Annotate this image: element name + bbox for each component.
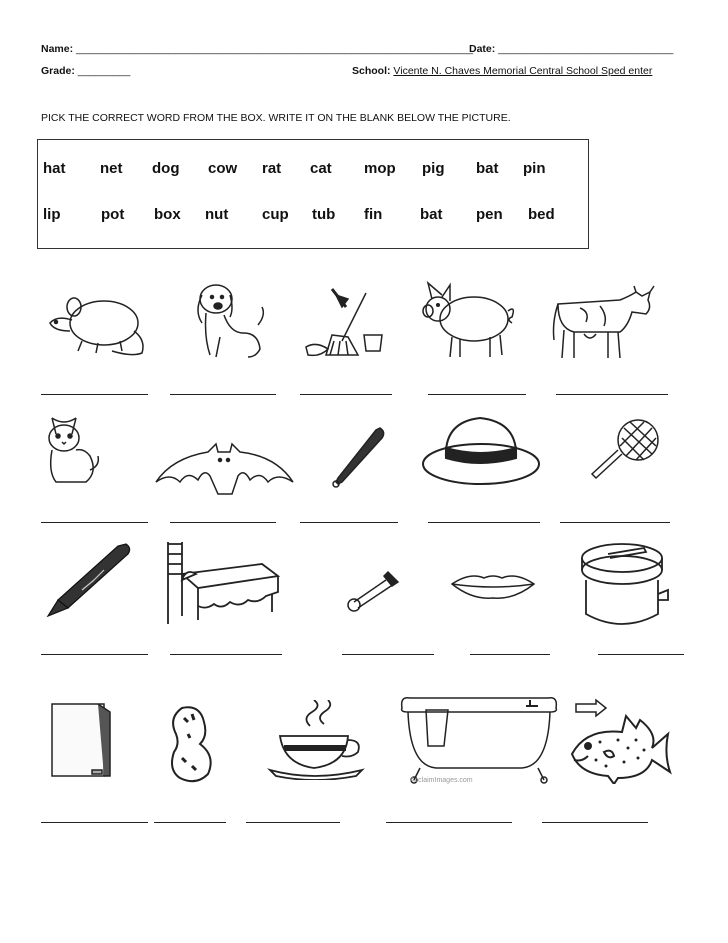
- nut-picture: [162, 704, 220, 784]
- word-bat-2: bat: [420, 206, 443, 223]
- school-line: [352, 65, 652, 77]
- answer-blank-4-5[interactable]: [542, 822, 648, 823]
- word-pin: pin: [523, 160, 546, 177]
- answer-blank-3-2[interactable]: [170, 654, 282, 655]
- word-nut: nut: [205, 206, 229, 223]
- word-pot: pot: [101, 206, 125, 223]
- name-label: Name:: [41, 43, 74, 55]
- grade-label: Grade:: [41, 65, 75, 77]
- square-box-picture: [44, 700, 114, 780]
- answer-blank-3-5[interactable]: [598, 654, 684, 655]
- box-picture: [578, 540, 672, 630]
- word-lip: lip: [43, 206, 61, 223]
- bed-picture: [162, 540, 282, 626]
- watermark-text: AcclaimImages.com: [410, 777, 473, 784]
- word-fin: fin: [364, 206, 383, 223]
- dog-picture: [190, 277, 268, 362]
- answer-blank-2-5[interactable]: [560, 522, 670, 523]
- answer-blank-4-2[interactable]: [154, 822, 226, 823]
- answer-blank-4-4[interactable]: [386, 822, 512, 823]
- name-line: [41, 43, 473, 55]
- word-mop: mop: [364, 160, 396, 177]
- answer-blank-3-1[interactable]: [41, 654, 148, 655]
- word-cow: cow: [208, 160, 238, 177]
- answer-blank-3-3[interactable]: [342, 654, 434, 655]
- cat-picture: [44, 412, 102, 488]
- grade-blank[interactable]: _________: [77, 65, 131, 77]
- cup-picture: [266, 700, 366, 780]
- instruction-text: PICK THE CORRECT WORD FROM THE BOX. WRITE IT ON THE BLANK BELOW THE PICTURE.: [41, 112, 511, 124]
- rat-picture: [42, 285, 152, 360]
- pin-picture: [344, 568, 402, 614]
- bat-picture: [152, 438, 297, 496]
- answer-blank-1-5[interactable]: [556, 394, 668, 395]
- answer-blank-1-2[interactable]: [170, 394, 276, 395]
- word-pen: pen: [476, 206, 503, 223]
- pig-picture: [420, 277, 516, 362]
- tub-picture: [396, 692, 562, 784]
- word-cup: cup: [262, 206, 289, 223]
- answer-blank-2-4[interactable]: [428, 522, 540, 523]
- word-hat: hat: [43, 160, 66, 177]
- pen-picture: [42, 540, 134, 622]
- date-label: Date:: [469, 43, 496, 55]
- name-blank[interactable]: ____________________________________________________________________: [76, 43, 474, 55]
- answer-blank-1-1[interactable]: [41, 394, 148, 395]
- answer-blank-1-3[interactable]: [300, 394, 392, 395]
- word-dog: dog: [152, 160, 180, 177]
- date-line: [469, 43, 673, 55]
- answer-blank-4-3[interactable]: [246, 822, 340, 823]
- word-bed: bed: [528, 206, 555, 223]
- word-bat: bat: [476, 160, 499, 177]
- answer-blank-2-1[interactable]: [41, 522, 148, 523]
- mop-picture: [302, 285, 386, 360]
- word-rat: rat: [262, 160, 282, 177]
- word-box: box: [154, 206, 181, 223]
- fish-picture: [566, 698, 676, 784]
- word-tub: tub: [312, 206, 336, 223]
- grade-line: [41, 65, 130, 77]
- school-label: School:: [352, 65, 391, 77]
- hat-picture: [420, 412, 542, 490]
- word-pig: pig: [422, 160, 445, 177]
- school-value: Vicente N. Chaves Memorial Central School Sped enter: [393, 65, 653, 77]
- word-box: [37, 139, 589, 249]
- answer-blank-4-1[interactable]: [41, 822, 148, 823]
- answer-blank-3-4[interactable]: [470, 654, 550, 655]
- date-blank[interactable]: ______________________________: [498, 43, 674, 55]
- baseball-bat-picture: [330, 424, 388, 490]
- answer-blank-1-4[interactable]: [428, 394, 526, 395]
- word-net: net: [100, 160, 123, 177]
- answer-blank-2-3[interactable]: [300, 522, 398, 523]
- word-cat: cat: [310, 160, 332, 177]
- cow-picture: [550, 282, 658, 360]
- lip-picture: [448, 570, 538, 600]
- answer-blank-2-2[interactable]: [170, 522, 276, 523]
- net-picture: [588, 416, 664, 484]
